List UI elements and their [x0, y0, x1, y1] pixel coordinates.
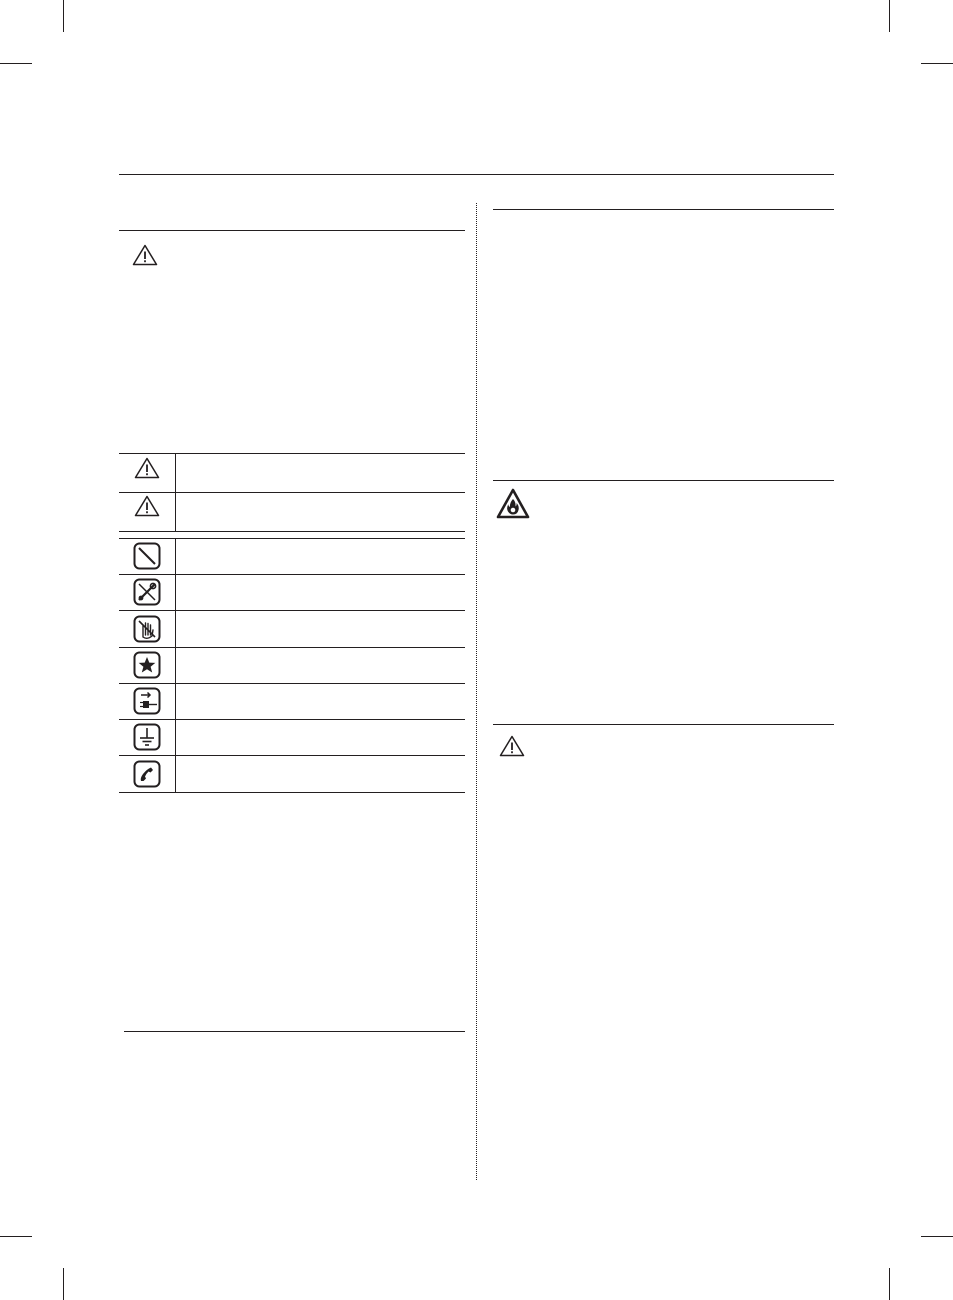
section-rule: [493, 480, 834, 481]
crop-mark: [889, 0, 890, 32]
section-rule: [124, 1031, 465, 1032]
crop-mark: [63, 1268, 64, 1300]
caution-triangle-icon: [134, 495, 160, 517]
section-rule: [493, 724, 834, 725]
table-rule: [119, 492, 465, 493]
table-rule: [119, 610, 465, 611]
unplug-icon: [133, 687, 161, 715]
table-rule: [119, 792, 465, 793]
crop-mark: [921, 1236, 953, 1237]
table-rule: [119, 538, 465, 539]
column-divider: [476, 203, 477, 1180]
warning-triangle-icon: [134, 457, 160, 479]
table-rule: [119, 574, 465, 575]
crop-mark: [63, 0, 64, 32]
section-rule: [493, 209, 834, 210]
do-not-disassemble-icon: [133, 578, 161, 606]
table-rule: [119, 453, 465, 454]
do-not-touch-icon: [133, 615, 161, 643]
table-rule: [119, 683, 465, 684]
table-rule: [119, 647, 465, 648]
warning-triangle-icon: [499, 735, 525, 757]
follow-directions-star-icon: [133, 651, 161, 679]
table-column-rule: [175, 538, 176, 792]
prohibited-icon: [133, 542, 161, 570]
table-rule: [119, 719, 465, 720]
table-column-rule: [175, 453, 176, 532]
flammable-warning-icon: [496, 488, 530, 519]
crop-mark: [889, 1268, 890, 1300]
contact-service-icon: [133, 760, 161, 788]
ground-icon: [133, 723, 161, 751]
table-rule: [119, 755, 465, 756]
crop-mark: [0, 1236, 32, 1237]
section-rule: [119, 230, 465, 231]
table-rule: [119, 531, 465, 532]
crop-mark: [921, 63, 953, 64]
warning-triangle-icon: [132, 244, 158, 266]
header-rule: [119, 174, 834, 175]
crop-mark: [0, 63, 32, 64]
